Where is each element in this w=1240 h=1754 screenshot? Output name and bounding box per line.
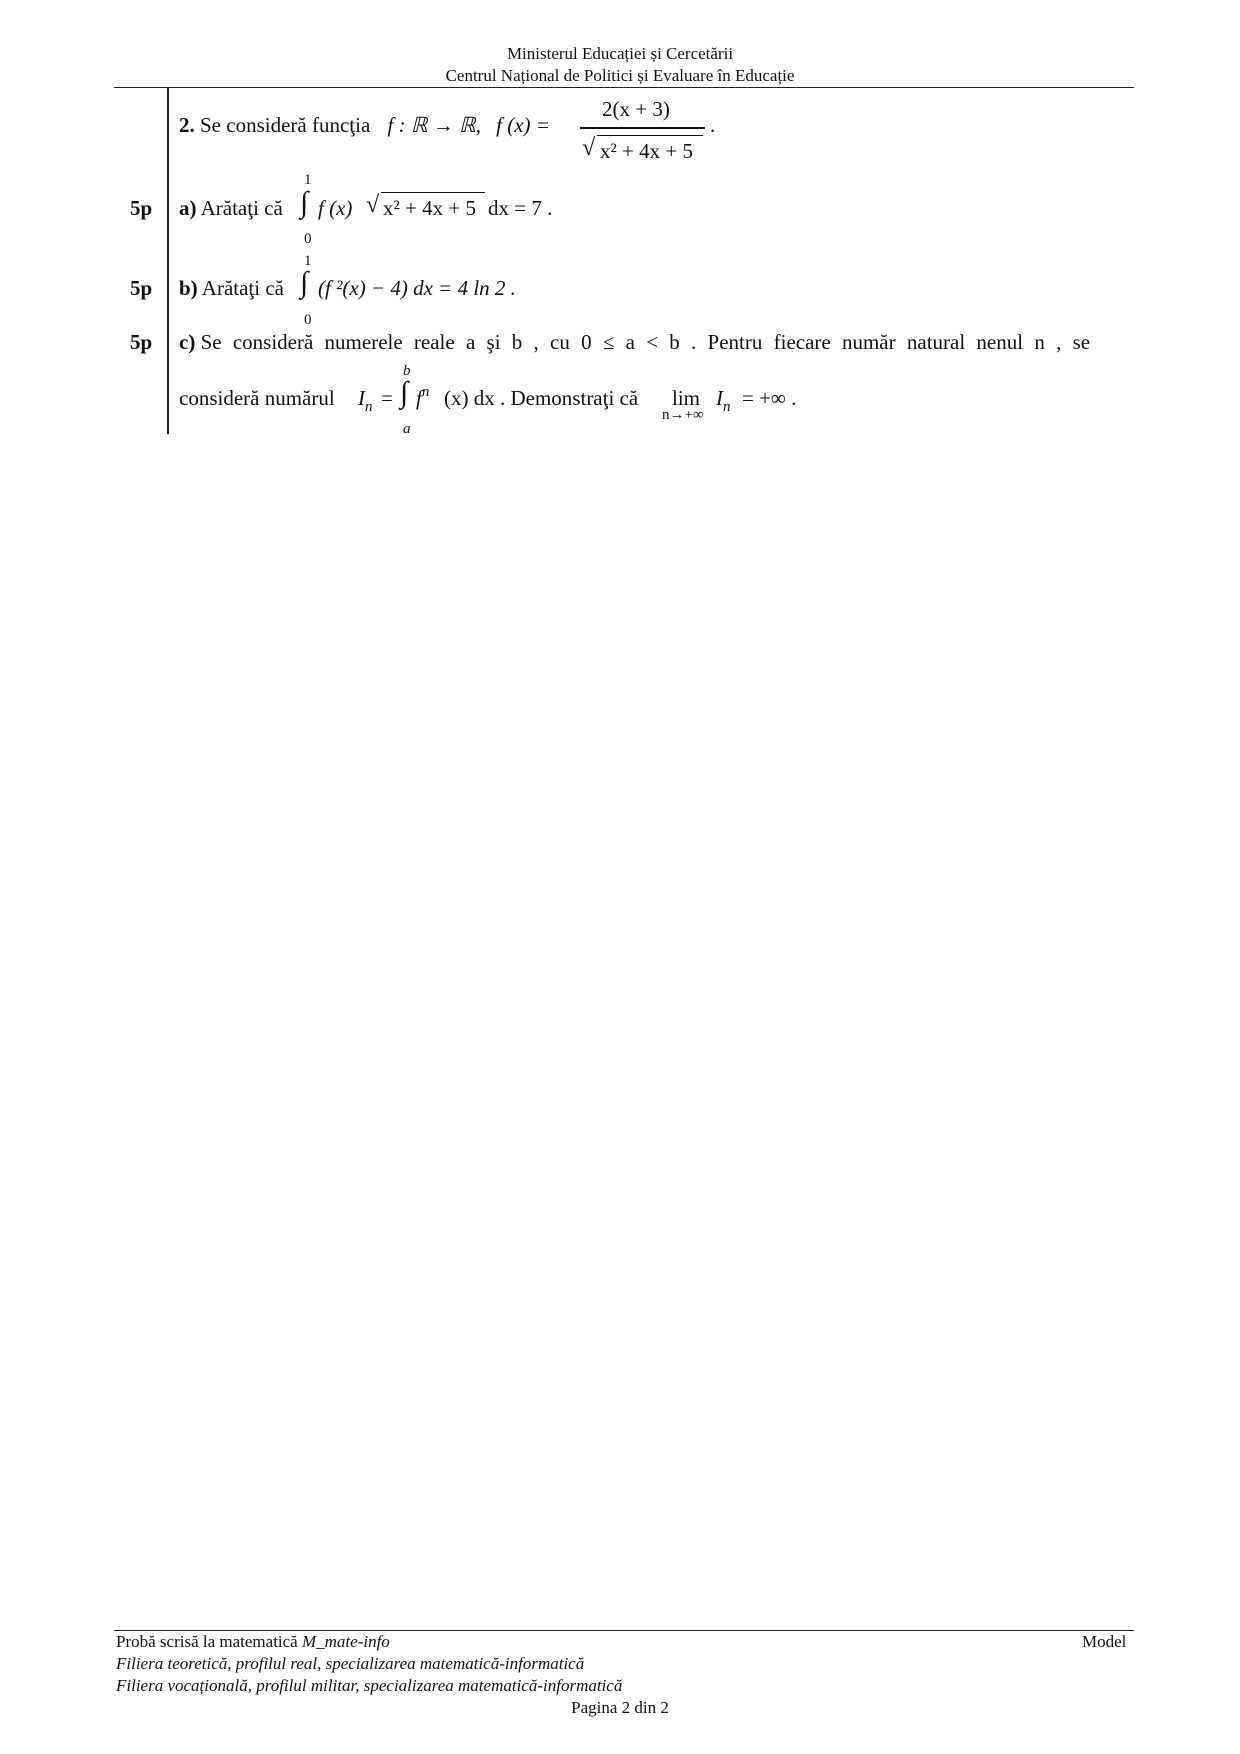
item-c-In-symbol: I [358,386,365,410]
item-b-letter: b) [179,276,198,300]
problem-number: 2. [179,113,195,137]
item-b-integral-sign: ∫ [300,266,309,299]
item-c-upper-limit: b [403,363,411,379]
item-c-letter: c) [179,330,196,354]
function-name: f (x) = [496,113,550,137]
footer-line1 [116,1632,390,1652]
footer-rule [114,1630,1134,1631]
footer-track-theoretical: Filiera teoretică, profilul real, specializarea matematică-informatică [116,1654,585,1673]
header-rule [114,87,1134,88]
item-c-In [358,385,373,414]
item-c-lim: lim [672,386,701,410]
item-c-lim-In-symbol: I [716,386,723,410]
points-b: 5p [130,276,153,300]
fraction-numerator: 2(x + 3) [602,97,670,121]
item-a-letter: a) [179,196,197,220]
item-b-integrand: (f ²(x) − 4) dx = 4 ln 2 . [318,276,516,300]
item-a-sqrt-symbol: √ [366,192,380,218]
item-c-integrand-rest: (x) dx . Demonstraţi că [444,386,639,410]
item-b-text: Arătaţi că [201,276,284,300]
item-b-upper-limit: 1 [304,253,312,269]
footer-exam-code: M_mate-info [301,1632,390,1651]
item-b [179,275,284,301]
item-c-integral-sign: ∫ [400,376,409,409]
header-center: Centrul Național de Politici și Evaluare în Educație [445,66,795,85]
footer-exam-label: Probă scrisă la matematică [116,1632,298,1651]
item-a-sqrt-overline [381,192,485,193]
item-a-radicand: x² + 4x + 5 [383,196,476,220]
fraction-bar [580,127,705,129]
function-definition: f : ℝ → ℝ, [387,113,481,137]
sqrt-symbol: √ [582,135,596,161]
item-b-lower-limit: 0 [304,312,312,328]
footer-line2 [116,1654,584,1674]
item-c-equals: = [381,386,393,410]
item-c-line1 [179,329,1090,355]
item-a [179,195,283,221]
item-c-text-line1: Se consideră numerele reale a şi b , cu 0 ≤ a < b . Pentru fiecare număr natural nenul n , se [200,330,1091,354]
item-c-lim-under: n→+∞ [662,407,704,423]
item-c-integrand-exponent: n [421,384,430,400]
page-number: Pagina 2 din 2 [571,1698,669,1717]
item-a-integral-sign: ∫ [300,186,309,219]
points-a: 5p [130,196,153,220]
item-a-upper-limit: 1 [304,172,312,188]
item-a-result: dx = 7 . [488,196,553,220]
item-a-text: Arătaţi că [200,196,283,220]
item-c-lim-In-subscript: n [723,399,731,415]
item-c-lim-In [716,385,731,414]
points-c: 5p [130,330,153,354]
points-column-divider [167,88,169,434]
sqrt-overline [597,135,703,136]
item-c-integrand [416,385,429,414]
item-c-integrand-f: f [416,386,422,410]
item-c-lower-limit: a [403,421,411,437]
item-c-line2: consideră numărul [179,386,335,410]
problem-intro [179,112,550,138]
item-c-lim-result: = +∞ . [742,386,797,410]
footer-model-label: Model [1082,1632,1127,1651]
item-a-lower-limit: 0 [304,231,312,247]
footer-track-vocational: Filiera vocațională, profilul militar, specializarea matematică-informatică [116,1676,623,1695]
item-a-integrand-f: f (x) [318,196,353,220]
problem-end: . [710,113,716,137]
fraction-denominator: x² + 4x + 5 [600,139,693,163]
problem-intro-text: Se consideră funcţia [200,113,371,137]
item-c-In-subscript: n [365,399,373,415]
footer-line3 [116,1676,622,1696]
header-ministry: Ministerul Educației și Cercetării [506,44,734,63]
